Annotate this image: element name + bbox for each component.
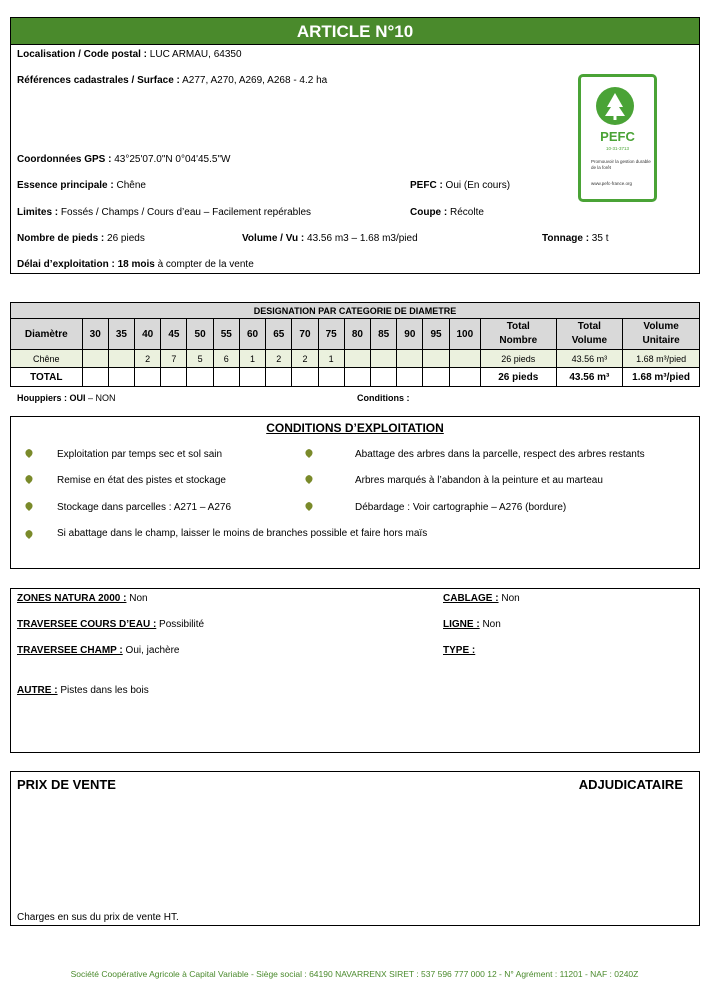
- leaf-bullet-icon: [304, 449, 314, 458]
- volume-unitaire-header-l2: Unitaire: [642, 335, 680, 346]
- total-nombre-cell: 26 pieds: [480, 350, 556, 368]
- champ-value: Oui, jachère: [122, 645, 180, 656]
- count-cell: 1: [318, 350, 344, 368]
- pefc-code: 10-31-3713: [605, 146, 630, 151]
- total-volume-cell: 43.56 m³: [556, 350, 623, 368]
- count-cell: 2: [135, 350, 161, 368]
- total-volume-header-l1: Total: [577, 321, 601, 332]
- autre-value: Pistes dans les bois: [57, 685, 149, 696]
- gps-value: 43°25'07.0"N 0°04'45.5"W: [111, 154, 231, 165]
- empty-cell: [371, 368, 397, 387]
- delai-label: Délai d’exploitation : 18 mois: [17, 259, 155, 270]
- empty-cell: [161, 368, 187, 387]
- cours-value: Possibilité: [156, 619, 205, 630]
- total-nombre-header-l2: Nombre: [499, 335, 538, 346]
- prix-box: [10, 771, 700, 926]
- tonnage-line: [542, 233, 609, 244]
- cablage-line: [443, 593, 520, 604]
- article-title: ARTICLE N°10: [11, 18, 699, 45]
- empty-cell: [292, 368, 318, 387]
- delai-line: [17, 259, 254, 270]
- empty-cell: [344, 368, 370, 387]
- empty-cell: [423, 368, 449, 387]
- count-cell: 2: [266, 350, 292, 368]
- pieds-value: 26 pieds: [104, 233, 145, 244]
- localisation-value: LUC ARMAU, 64350: [147, 49, 242, 60]
- champ-line: [17, 645, 179, 656]
- cours-label: TRAVERSEE COURS D’EAU :: [17, 619, 157, 630]
- essence-value: Chêne: [113, 180, 146, 191]
- diam-col: 80: [344, 319, 370, 350]
- count-cell: [108, 350, 134, 368]
- volume-value: 43.56 m3 – 1.68 m3/pied: [304, 233, 418, 244]
- localisation-line: [17, 49, 242, 60]
- autre-label: AUTRE :: [17, 685, 58, 696]
- total-label: TOTAL: [11, 368, 83, 387]
- diam-col: 35: [108, 319, 134, 350]
- count-cell: [82, 350, 108, 368]
- cablage-label: CABLAGE :: [443, 593, 499, 604]
- adjudicataire-label: ADJUDICATAIRE: [578, 777, 683, 792]
- cours-line: [17, 619, 204, 630]
- houppiers-label: Houppiers : OUI: [17, 393, 86, 403]
- leaf-bullet-icon: [24, 530, 34, 539]
- diametre-header: Diamètre: [11, 319, 83, 350]
- count-cell: 1: [239, 350, 265, 368]
- diam-col: 75: [318, 319, 344, 350]
- total-volume-header-l2: Volume: [571, 335, 608, 346]
- empty-cell: [82, 368, 108, 387]
- limites-label: Limites :: [17, 207, 59, 218]
- count-cell: [397, 350, 423, 368]
- footer: Société Coopérative Agricole à Capital Variable - Siège social : 64190 NAVARRENX SIRET : 537 596 777 000 12 - N° Agrément : 11201 - NAF : 0240Z: [70, 969, 639, 979]
- total-nombre-header-l1: Total: [506, 321, 530, 332]
- diam-col: 100: [449, 319, 480, 350]
- type-label: TYPE :: [443, 645, 476, 656]
- condition-item: Exploitation par temps sec et sol sain: [57, 449, 223, 460]
- diam-col: 50: [187, 319, 213, 350]
- gps-line: [17, 154, 230, 165]
- tonnage-value: 35 t: [589, 233, 609, 244]
- diameter-table: [10, 302, 700, 387]
- designation-header: DESIGNATION PAR CATEGORIE DE DIAMETRE: [11, 303, 700, 319]
- empty-cell: [318, 368, 344, 387]
- condition-item: Remise en état des pistes et stockage: [57, 475, 226, 486]
- count-cell: 6: [213, 350, 239, 368]
- conditions-title: CONDITIONS D’EXPLOITATION: [266, 421, 444, 435]
- diam-col: 30: [82, 319, 108, 350]
- condition-item: Arbres marqués à l’abandon à la peinture et au marteau: [355, 475, 603, 486]
- diam-col: 70: [292, 319, 318, 350]
- ligne-label: LIGNE :: [443, 619, 480, 630]
- empty-cell: [397, 368, 423, 387]
- count-cell: 5: [187, 350, 213, 368]
- natura-value: Non: [126, 593, 148, 604]
- empty-cell: [187, 368, 213, 387]
- leaf-bullet-icon: [24, 449, 34, 458]
- empty-cell: [108, 368, 134, 387]
- volume-unitaire-total: 1.68 m³/pied: [623, 368, 700, 387]
- limites-line: [17, 207, 311, 218]
- diam-col: 85: [371, 319, 397, 350]
- essence-cell: Chêne: [11, 350, 83, 368]
- champ-label: TRAVERSEE CHAMP :: [17, 645, 123, 656]
- localisation-label: Localisation / Code postal :: [17, 49, 148, 60]
- pefc-brand: PEFC: [600, 129, 635, 144]
- conditions-label: Conditions :: [357, 393, 410, 403]
- volume-label: Volume / Vu :: [242, 233, 305, 244]
- ligne-value: Non: [479, 619, 501, 630]
- prix-de-vente-label: PRIX DE VENTE: [17, 777, 116, 792]
- volume-line: [242, 233, 418, 244]
- empty-cell: [449, 368, 480, 387]
- condition-item: Stockage dans parcelles : A271 – A276: [57, 502, 232, 513]
- pefc-tagline: Promouvoir la gestion durable de la forêt: [591, 159, 651, 170]
- count-cell: [344, 350, 370, 368]
- coupe-line: [410, 207, 484, 218]
- count-cell: [423, 350, 449, 368]
- diam-col: 95: [423, 319, 449, 350]
- tonnage-label: Tonnage :: [542, 233, 590, 244]
- gps-label: Coordonnées GPS :: [17, 154, 112, 165]
- pefc-line: [410, 180, 510, 191]
- total-volume-total: 43.56 m³: [556, 368, 623, 387]
- count-cell: 7: [161, 350, 187, 368]
- total-nombre-total: 26 pieds: [480, 368, 556, 387]
- coupe-value: Récolte: [447, 207, 484, 218]
- count-cell: [449, 350, 480, 368]
- essence-line: [17, 180, 146, 191]
- conditions-box: [10, 416, 700, 569]
- pieds-label: Nombre de pieds :: [17, 233, 105, 244]
- cablage-value: Non: [498, 593, 520, 604]
- type-line: [443, 645, 475, 656]
- charges-note: Charges en sus du prix de vente HT.: [17, 912, 179, 923]
- volume-unitaire-header-l1: Volume: [643, 321, 679, 332]
- references-line: [17, 75, 327, 86]
- table-row: [11, 350, 700, 368]
- count-cell: 2: [292, 350, 318, 368]
- essence-label: Essence principale :: [17, 180, 114, 191]
- volume-unitaire-cell: 1.68 m³/pied: [623, 350, 700, 368]
- leaf-bullet-icon: [304, 475, 314, 484]
- natura-line: [17, 593, 148, 604]
- delai-value: à compter de la vente: [154, 259, 254, 270]
- pefc-label: PEFC :: [410, 180, 443, 191]
- pefc-tree-icon: [596, 87, 634, 125]
- leaf-bullet-icon: [304, 502, 314, 511]
- zones-box: [10, 588, 700, 753]
- total-volume-header: [556, 319, 623, 350]
- natura-label: ZONES NATURA 2000 :: [17, 593, 127, 604]
- ligne-line: [443, 619, 501, 630]
- leaf-bullet-icon: [24, 475, 34, 484]
- condition-item: Débardage : Voir cartographie – A276 (bordure): [355, 502, 567, 513]
- diameter-header-row: [11, 319, 700, 350]
- empty-cell: [213, 368, 239, 387]
- empty-cell: [239, 368, 265, 387]
- houppiers-value: – NON: [85, 393, 116, 403]
- limites-value: Fossés / Champs / Cours d’eau – Facilement repérables: [58, 207, 312, 218]
- coupe-label: Coupe :: [410, 207, 448, 218]
- houppiers-line: [17, 393, 116, 403]
- pefc-url: www.pefc-france.org: [591, 181, 633, 186]
- pieds-line: [17, 233, 145, 244]
- autre-line: [17, 685, 149, 696]
- article-info-box: [10, 17, 700, 274]
- diam-col: 90: [397, 319, 423, 350]
- volume-unitaire-header: [623, 319, 700, 350]
- total-nombre-header: [480, 319, 556, 350]
- total-row: [11, 368, 700, 387]
- condition-item: Abattage des arbres dans la parcelle, respect des arbres restants: [355, 449, 645, 460]
- diam-col: 55: [213, 319, 239, 350]
- condition-item: Si abattage dans le champ, laisser le moins de branches possible et faire hors maïs: [57, 528, 428, 539]
- diam-col: 40: [135, 319, 161, 350]
- count-cell: [371, 350, 397, 368]
- empty-cell: [135, 368, 161, 387]
- diam-col: 60: [239, 319, 265, 350]
- diam-col: 65: [266, 319, 292, 350]
- references-value: A277, A270, A269, A268 - 4.2 ha: [179, 75, 328, 86]
- pefc-value: Oui (En cours): [442, 180, 511, 191]
- pefc-logo: [578, 74, 657, 202]
- references-label: Références cadastrales / Surface :: [17, 75, 180, 86]
- empty-cell: [266, 368, 292, 387]
- diam-col: 45: [161, 319, 187, 350]
- leaf-bullet-icon: [24, 502, 34, 511]
